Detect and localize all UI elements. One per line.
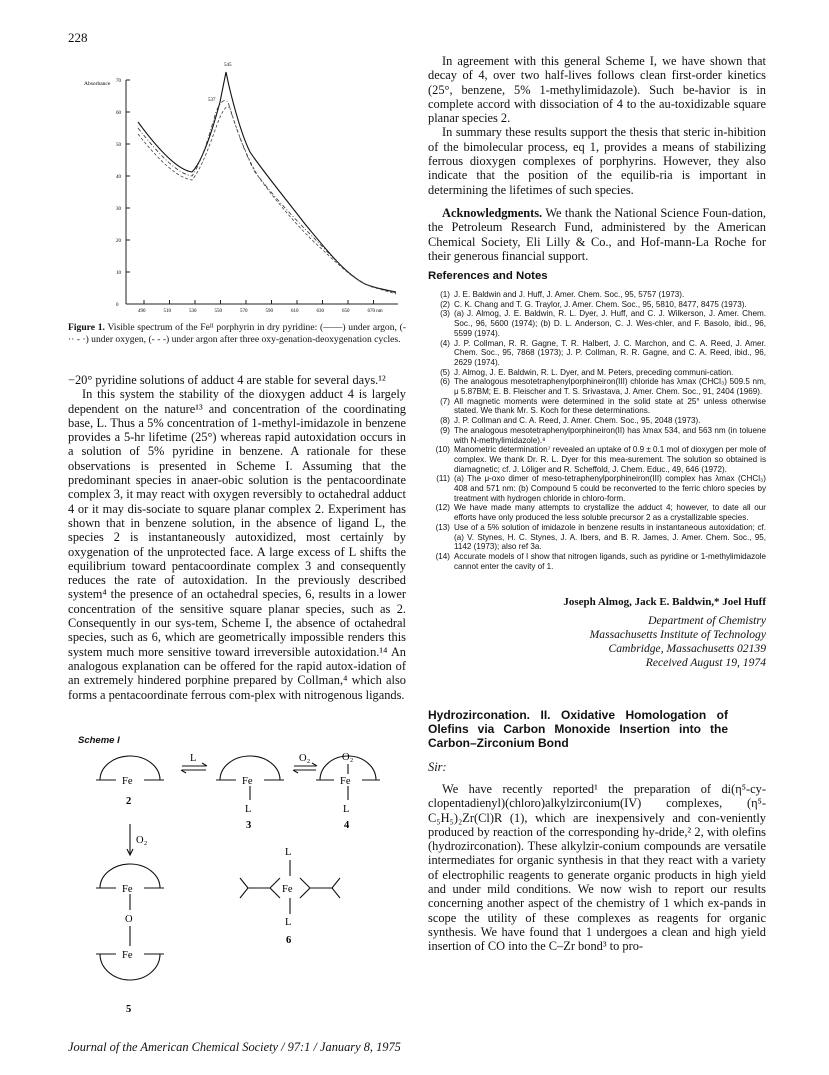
reference-item — [428, 426, 766, 445]
scheme-L-4: L — [343, 804, 350, 815]
y-tick-label: 50 — [116, 143, 121, 148]
figure-caption-label: Figure 1. — [68, 322, 105, 333]
y-tick-label: 20 — [116, 239, 121, 244]
authors: Joseph Almog, Jack E. Baldwin,* Joel Huff — [563, 596, 766, 608]
x-tick-label: 510 — [163, 309, 171, 314]
paragraph: We have recently reported¹ the preparation of di(η⁵-cy-clopentadienyl)(chloro)alkylzirconium(IV) complexes, (η⁵-C₅H₅)₂Zr(Cl)R (1), which are inexpensively and con-veniently produced by reaction of the corresponding hy-dride,² 2, with olefins (hydrozirconation). These alkylzir-conium compounds are versatile intermediates for organic synthesis in that they react with a variety of electrophilic reagents to generate organic products in high yield and under mild conditions. We now wish to report our results concerning another aspect of the chemistry of 1 which ex-pands in scope the utility of these complexes as reagents for organic synthesis. We have found that 1 undergoes a clean and high yield insertion of CO into the C–Zr bond³ to pro- — [428, 782, 766, 954]
reference-number: (13) — [435, 522, 450, 532]
affiliation — [428, 614, 766, 670]
scheme-L-6-bottom: L — [285, 917, 292, 928]
next-article-body — [428, 782, 766, 954]
x-tick-label: 610 — [291, 309, 299, 314]
acknowledgments — [428, 206, 766, 263]
reference-text: C. K. Chang and T. G. Traylor, J. Amer. Chem. Soc., 95, 5810, 8477, 8475 (1973). — [454, 299, 747, 309]
acknowledgments-heading: Acknowledgments. — [442, 205, 543, 220]
reference-text: J. P. Collman and C. A. Reed, J. Amer. Chem. Soc., 95, 2048 (1973). — [454, 416, 701, 426]
paragraph: In summary these results support the thesis that steric in-hibition of the bimolecular process, eq 1, provides a means of stabilizing ferrous dioxygen complexes of porphyrins. However, they also indicate that the position of the equilib-ria is important in determining the lifetimes of such species. — [428, 125, 766, 197]
reference-item — [428, 290, 766, 300]
x-tick-label: 670 nm — [367, 309, 383, 314]
y-tick-label: 60 — [116, 111, 121, 116]
x-tick-label: 490 — [138, 309, 146, 314]
y-tick-label: 0 — [116, 303, 119, 308]
y-tick-label: 70 — [116, 79, 121, 84]
reference-item — [428, 523, 766, 552]
scheme-number-3: 3 — [246, 820, 252, 831]
scheme-number-2: 2 — [126, 796, 132, 807]
reference-text: The analogous mesotetraphenylporphineiron(III) chloride has λmax (CHCl₃) 509.5 nm, μ 5.87BM; E. B. Fleischer and T. S. Srivastava, J. Amer. Chem. Soc., 91, 2404 (1969). — [454, 377, 766, 397]
scheme-number-5: 5 — [126, 1004, 132, 1015]
reference-text: Use of a 5% solution of imidazole in benzene results in instantaneous autoxidation; cf. (a) V. Stynes, H. C. Stynes, J. A. Ibers, and B. R. James, J. Amer. Chem. Soc., 95, 1142 (1973); also ref 3a. — [454, 522, 766, 552]
reference-text: J. P. Collman, R. R. Gagne, T. R. Halbert, J. C. Marchon, and C. A. Reed, J. Amer. Chem. Soc., 95, 7868 (1973); J. P. Collman, R. R. Gagne, and C. A. Reed, ibid., 96, 2629 (1974). — [454, 338, 766, 367]
y-tick-label: 10 — [116, 271, 121, 276]
reference-item — [428, 309, 766, 338]
reference-text: J. Almog, J. E. Baldwin, R. L. Dyer, and M. Peters, preceding communi-cation. — [454, 367, 734, 377]
reference-text: J. E. Baldwin and J. Huff, J. Amer. Chem. Soc., 95, 5757 (1973). — [454, 290, 685, 299]
scheme-number-4: 4 — [344, 820, 350, 831]
x-tick-label: 590 — [265, 309, 273, 314]
paragraph: In this system the stability of the dioxygen adduct 4 is largely dependent on the nature¹³ and concentration of the coordinating base, L. Thus a 5% concentration of 1-methyl-imidazole in benzene provides a 5-hr lifetime (25°) whereas rapid autoxidation occurs in a solution of 5% pyridine in benzene. A rationale for these observations is presented in Scheme I. Assuming that the predominant species in anaer-obic solution is the pentacoordinate complex 3, it may react with oxygen reversibly to octahedral adduct 4 or it may dis-sociate to square planar complex 2. Experiment has shown that in benzene solution, in the absence of ligand L, the species 2 is instantaneously autoxidized, most certainly by oxygenation of the unprotected face. A large excess of L shifts the equilibrium toward pentacoordinate complex 3 and consequently reduces the rate of autoxidation. In the previously described system⁴ the presence of an octahedral species, 6, results in a lower concentration of the sensitive square planar species, such as 2. Consequently in our sys-tem, Scheme I, the absence of octahedral species, such as 6, which are geometrically impossible renders this system much more sensitive toward irreversible autoxidation.¹⁴ An analogous explanation can be offered for the rapid autox-idation of an extremely hindered porphine prepared by Collman,⁴ which also forms a pentacoordinate ferrous com-plex with nitrogenous ligands. — [68, 387, 406, 702]
acknowledgments-text: We thank the National Science Foun-dation, the Petroleum Research Fund, administered by the American Chemical Society, Eli Lilly & Co., and Hof-mann-La Roche for their generous financial support. — [428, 205, 766, 263]
page-number: 228 — [68, 30, 88, 45]
reference-item — [428, 368, 766, 378]
reference-item — [428, 503, 766, 522]
scheme-label: Scheme I — [78, 735, 120, 746]
reference-number: (2) — [440, 299, 450, 309]
reference-item — [428, 416, 766, 426]
figure-1-caption — [68, 322, 406, 345]
scheme-1-diagram — [70, 748, 410, 1033]
scheme-O2-arrow: O₂ — [299, 753, 311, 764]
peak-label-545: 545 — [224, 63, 232, 68]
reference-item — [428, 552, 766, 571]
scheme-fe-5-bottom: Fe — [122, 950, 133, 961]
reference-text: The analogous mesotetraphenylporphineiron(II) has λmax 534, and 563 nm (in toluene with N-methylimidazole).⁸ — [454, 425, 766, 445]
journal-footer: Journal of the American Chemical Society / 97:1 / January 8, 1975 — [68, 1040, 401, 1054]
x-tick-label: 530 — [189, 309, 197, 314]
curve-argon-cycles — [138, 107, 396, 294]
next-article-title: Hydrozirconation. II. Oxidative Homologation of Olefins via Carbon Monoxide Insertion into the Carbon–Zirconium Bond — [428, 708, 728, 750]
references-heading: References and Notes — [428, 270, 548, 282]
y-axis-label: Absorbance — [84, 81, 111, 87]
received-date: Received August 19, 1974 — [645, 656, 766, 669]
scheme-fe-3: Fe — [242, 776, 253, 787]
reference-number: (5) — [440, 367, 450, 377]
paragraph: −20° pyridine solutions of adduct 4 are stable for several days.¹² — [68, 373, 386, 387]
reference-text: All magnetic moments were determined in the solid state at 25° unless otherwise stated. We thank Mr. S. Koch for these determinations. — [454, 396, 766, 416]
reference-number: (4) — [440, 338, 450, 348]
right-body-text — [428, 54, 766, 263]
reference-text: We have made many attempts to crystallize the adduct 4; however, to date all our efforts have only produced the less soluble precursor 2 as a crystallizable species. — [454, 503, 766, 523]
scheme-L-arrow: L — [190, 753, 197, 764]
peak-label-537: 537 — [208, 98, 216, 103]
paragraph: In agreement with this general Scheme I, we have shown that decay of 4, over two half-lives follows clean first-order kinetics (25°, benzene, 5% 1-methylimidazole). Such be-havior is in complete accord with dissociation of 4 to the au-toxidizable square planar species 2. — [428, 54, 766, 126]
reference-number: (12) — [435, 503, 450, 513]
salutation: Sir: — [428, 760, 447, 774]
y-tick-label: 30 — [116, 207, 121, 212]
scheme-L-6-top: L — [285, 847, 292, 858]
affiliation-line: Massachusetts Institute of Technology — [589, 628, 766, 641]
scheme-fe-4: Fe — [340, 776, 351, 787]
reference-item — [428, 397, 766, 416]
scheme-O2-down: O₂ — [136, 835, 148, 846]
reference-text: (a) The μ-oxo dimer of meso-tetraphenylporphineiron(III) complex has λmax (CHCl₃) 408 and 571 nm: (b) Compound 5 could be reconverted to the ferric chloro species by treatment with hydrogen chloride in chloro-form. — [454, 474, 766, 503]
curve-oxygen — [138, 100, 396, 293]
reference-number: (6) — [440, 377, 450, 387]
scheme-O2-4: O₂ — [342, 752, 354, 763]
reference-item — [428, 377, 766, 396]
affiliation-line: Cambridge, Massachusetts 02139 — [608, 642, 766, 655]
reference-number: (10) — [435, 445, 450, 455]
curve-argon — [138, 72, 396, 292]
reference-item — [428, 445, 766, 474]
x-tick-label: 570 — [240, 309, 248, 314]
reference-item — [428, 474, 766, 503]
reference-number: (11) — [436, 474, 450, 484]
reference-number: (14) — [435, 551, 450, 561]
reference-number: (7) — [440, 396, 450, 406]
x-tick-label: 630 — [316, 309, 324, 314]
reference-item — [428, 339, 766, 368]
x-tick-label: 650 — [342, 309, 350, 314]
scheme-fe-6: Fe — [282, 884, 293, 895]
reference-number: (8) — [440, 416, 450, 426]
figure-caption-text: Visible spectrum of the Feᴵᴵ porphyrin in dry pyridine: (——) under argon, (- ·· - ·) under oxygen, (- - -) under argon after three oxy-genation-deoxygenation cycles. — [68, 322, 406, 345]
reference-number: (9) — [440, 425, 450, 435]
left-body-text — [68, 373, 406, 702]
reference-item — [428, 300, 766, 310]
affiliation-line: Department of Chemistry — [648, 614, 766, 627]
scheme-fe-2: Fe — [122, 776, 133, 787]
scheme-fe-5-top: Fe — [122, 884, 133, 895]
y-tick-label: 40 — [116, 175, 121, 180]
reference-text: (a) J. Almog, J. E. Baldwin, R. L. Dyer, J. Huff, and C. J. Wilkerson, J. Amer. Chem. Soc., 96, 5600 (1974); (b) D. L. Anderson, C. J. Wes-chler, and F. Basolo, ibid., 96, 5599 (1974). — [454, 309, 766, 338]
scheme-L-3: L — [245, 804, 252, 815]
references-list — [428, 290, 766, 571]
reference-text: Manometric determination⁷ revealed an uptake of 0.9 ± 0.1 mol of dioxygen per mole of complex. We thank Dr. R. L. Dyer for this mea-surement. The solution so obtained is diamagnetic; cf. J. Löliger and R. Scheffold, J. Chem. Educ., 49, 646 (1972). — [454, 445, 766, 474]
reference-number: (3) — [440, 309, 450, 319]
scheme-number-6: 6 — [286, 935, 292, 946]
figure-1-spectrum — [80, 52, 410, 324]
reference-number: (1) — [440, 290, 450, 299]
scheme-O-5: O — [125, 914, 133, 925]
x-tick-label: 550 — [214, 309, 222, 314]
reference-text: Accurate models of I show that nitrogen ligands, such as pyridine or 1-methylimidazole cannot enter the cavity of 1. — [454, 551, 766, 571]
